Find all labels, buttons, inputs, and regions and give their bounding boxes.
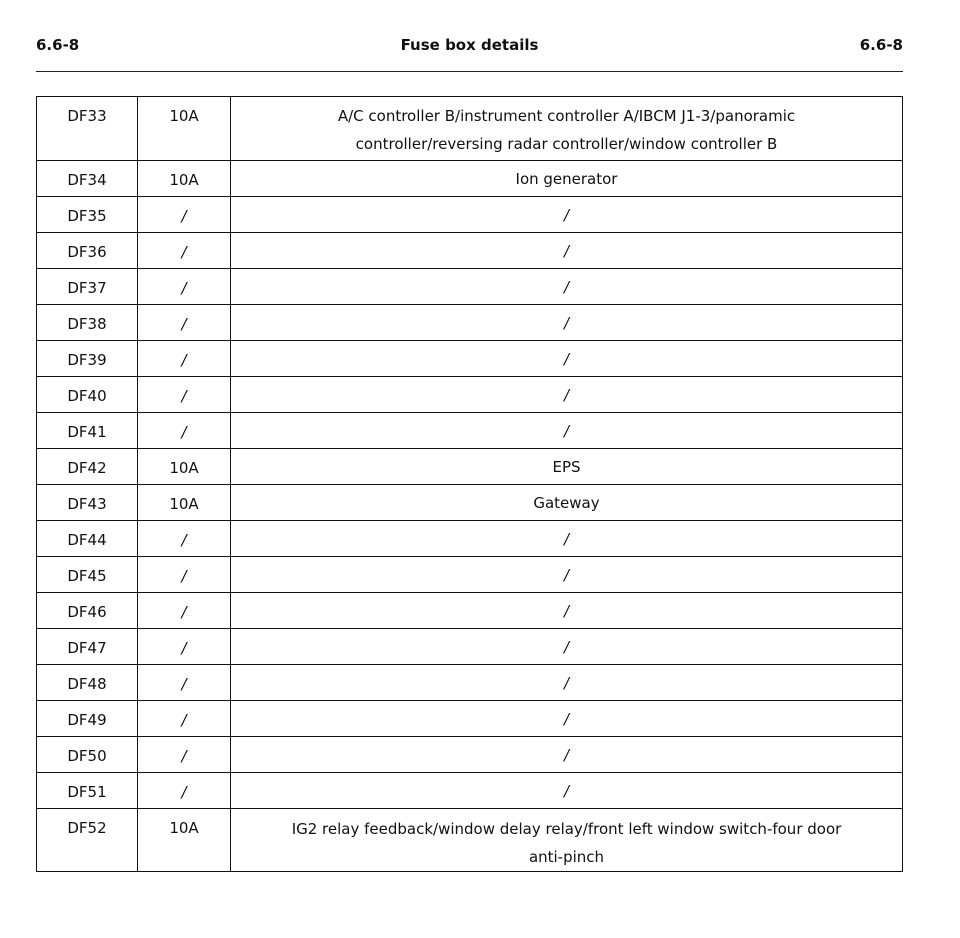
fuse-desc-cell: / [231, 269, 903, 305]
table-row [37, 413, 903, 449]
fuse-desc-cell [231, 97, 903, 161]
fuse-id-cell: DF51 [37, 773, 138, 809]
fuse-table [36, 96, 903, 872]
fuse-amp-cell: / [138, 665, 231, 701]
fuse-amp-cell: / [138, 629, 231, 665]
fuse-id-cell: DF37 [37, 269, 138, 305]
fuse-id-cell: DF36 [37, 233, 138, 269]
fuse-amp-cell: / [138, 701, 231, 737]
fuse-amp-cell: / [138, 521, 231, 557]
fuse-id-cell: DF48 [37, 665, 138, 701]
fuse-id-cell: DF34 [37, 161, 138, 197]
fuse-desc-cell: / [231, 593, 903, 629]
table-row [37, 593, 903, 629]
table-row [37, 305, 903, 341]
fuse-desc-line: controller/reversing radar controller/window controller B [355, 135, 778, 153]
table-row [37, 233, 903, 269]
table-row [37, 737, 903, 773]
fuse-id-cell: DF47 [37, 629, 138, 665]
fuse-amp-cell: / [138, 341, 231, 377]
fuse-desc-cell: EPS [231, 449, 903, 485]
fuse-amp-cell: 10A [138, 485, 231, 521]
page-title: Fuse box details [400, 36, 539, 54]
fuse-desc-cell: / [231, 413, 903, 449]
fuse-id-cell: DF49 [37, 701, 138, 737]
fuse-amp-cell: 10A [138, 161, 231, 197]
header-rule [36, 71, 903, 72]
fuse-amp-cell: / [138, 269, 231, 305]
fuse-amp-cell: / [138, 557, 231, 593]
fuse-desc-cell: / [231, 521, 903, 557]
fuse-amp-cell: / [138, 737, 231, 773]
table-row [37, 557, 903, 593]
fuse-id-cell: DF38 [37, 305, 138, 341]
fuse-table-body [37, 97, 903, 872]
fuse-amp-cell: / [138, 305, 231, 341]
fuse-desc-cell: / [231, 557, 903, 593]
section-number-right: 6.6-8 [859, 36, 903, 54]
fuse-desc-cell: Ion generator [231, 161, 903, 197]
fuse-id-cell: DF44 [37, 521, 138, 557]
fuse-id-cell: DF50 [37, 737, 138, 773]
fuse-amp-cell: 10A [138, 449, 231, 485]
fuse-amp-cell: / [138, 593, 231, 629]
fuse-id-cell: DF40 [37, 377, 138, 413]
table-row [37, 197, 903, 233]
table-row [37, 629, 903, 665]
fuse-desc-cell: Gateway [231, 485, 903, 521]
fuse-desc-cell: / [231, 773, 903, 809]
fuse-desc-cell: / [231, 233, 903, 269]
table-row [37, 485, 903, 521]
fuse-desc-line: anti-pinch [528, 848, 605, 866]
fuse-amp-cell: / [138, 413, 231, 449]
fuse-desc-cell [231, 809, 903, 872]
section-number-left: 6.6-8 [36, 36, 80, 54]
fuse-desc-cell: / [231, 305, 903, 341]
fuse-desc-line: IG2 relay feedback/window delay relay/front left window switch-four door [291, 820, 842, 838]
fuse-desc-cell: / [231, 701, 903, 737]
table-row [37, 377, 903, 413]
fuse-desc-cell: / [231, 377, 903, 413]
fuse-amp-cell: 10A [138, 809, 231, 872]
fuse-amp-cell: / [138, 197, 231, 233]
fuse-amp-cell: / [138, 377, 231, 413]
fuse-desc-cell: / [231, 341, 903, 377]
fuse-desc-line: A/C controller B/instrument controller A/IBCM J1-3/panoramic [337, 107, 796, 125]
fuse-id-cell: DF33 [37, 97, 138, 161]
table-row [37, 161, 903, 197]
fuse-desc-cell: / [231, 629, 903, 665]
table-row [37, 269, 903, 305]
fuse-desc-cell: / [231, 737, 903, 773]
fuse-id-cell: DF43 [37, 485, 138, 521]
fuse-amp-cell: / [138, 233, 231, 269]
fuse-id-cell: DF45 [37, 557, 138, 593]
fuse-id-cell: DF39 [37, 341, 138, 377]
table-row [37, 341, 903, 377]
fuse-id-cell: DF41 [37, 413, 138, 449]
table-row [37, 665, 903, 701]
table-row [37, 521, 903, 557]
fuse-amp-cell: 10A [138, 97, 231, 161]
page-header [36, 36, 903, 60]
table-row [37, 809, 903, 872]
fuse-id-cell: DF42 [37, 449, 138, 485]
fuse-id-cell: DF46 [37, 593, 138, 629]
fuse-id-cell: DF52 [37, 809, 138, 872]
fuse-amp-cell: / [138, 773, 231, 809]
fuse-desc-cell: / [231, 665, 903, 701]
table-row [37, 97, 903, 161]
table-row [37, 701, 903, 737]
fuse-id-cell: DF35 [37, 197, 138, 233]
table-row [37, 773, 903, 809]
fuse-desc-cell: / [231, 197, 903, 233]
table-row [37, 449, 903, 485]
